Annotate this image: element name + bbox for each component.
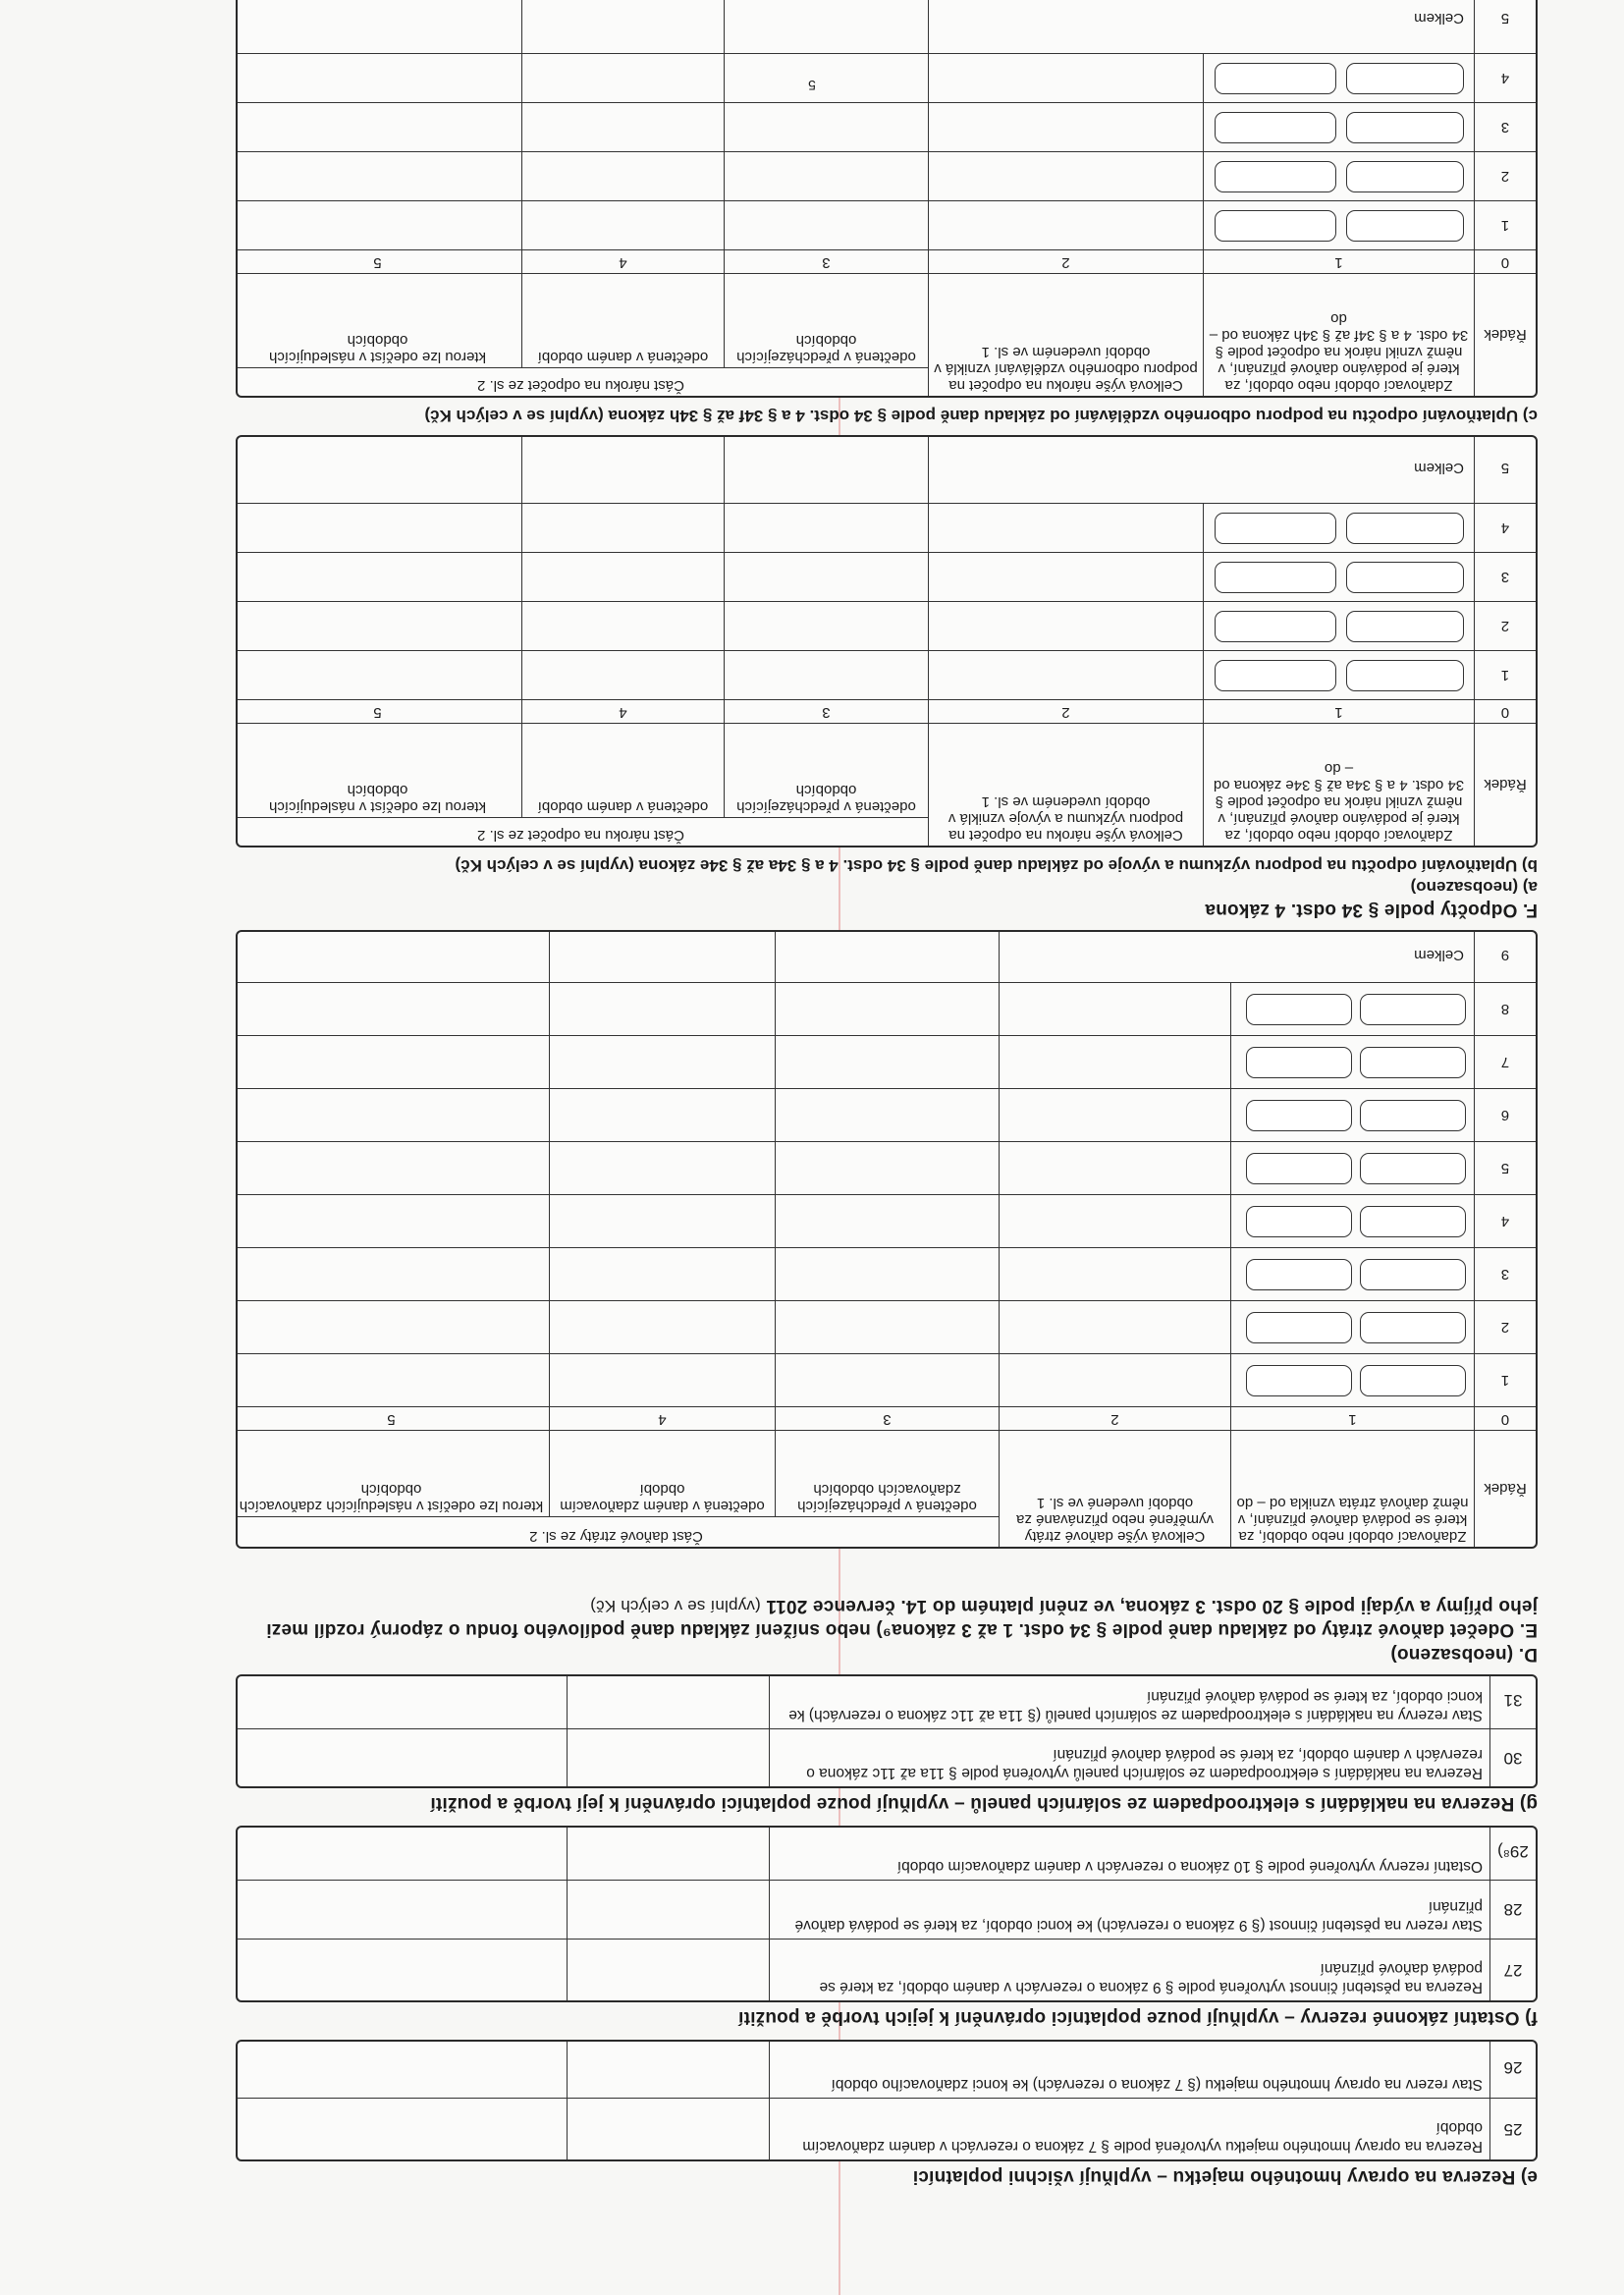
value-cell[interactable] <box>929 602 1204 651</box>
value-cell[interactable] <box>236 1354 550 1407</box>
col-header-5: kterou lze odečíst v následujících obdobích <box>236 724 522 818</box>
col-header-3: odečtená v předcházejících zdaňovacích obdobích <box>776 1431 1000 1517</box>
value-cell[interactable] <box>776 1354 1000 1407</box>
row-label: Rezerva na nakládání s elektroodpadem ze solárních panelů vytvořená podle § 11a až 11c zákona o rezervách v daném období, za které se podává daňové přiznání <box>806 1746 1483 1781</box>
row-number: 30 <box>1489 1729 1536 1786</box>
row-number: 7 <box>1475 1036 1536 1089</box>
value-cell[interactable] <box>238 1826 568 1880</box>
row-label: Stav rezervy na nakládání s elektroodpadem ze solárních panelů (§ 11a až 11c zákona o rezervách) ke konci období, za které se podává daňové přiznání <box>788 1688 1483 1723</box>
value-cell[interactable] <box>725 602 929 651</box>
value-cell[interactable] <box>725 553 929 602</box>
value-cell[interactable] <box>550 983 776 1036</box>
col-header-4: odečtená v daném zdaňovacím období <box>550 1431 776 1517</box>
period-cell <box>1231 1354 1475 1407</box>
period-to-input[interactable] <box>1215 112 1336 143</box>
value-cell[interactable] <box>522 602 725 651</box>
value-cell[interactable] <box>929 201 1204 250</box>
period-cell <box>1204 553 1475 602</box>
period-to-input[interactable] <box>1215 611 1336 642</box>
row-number: 4 <box>1475 504 1536 553</box>
col-header-3: odečtená v předcházejících obdobích <box>725 724 929 818</box>
total-value-cell[interactable] <box>550 930 776 983</box>
column-number: 0 <box>1475 1407 1536 1431</box>
value-cell[interactable] <box>567 1674 770 1728</box>
section-F-b-heading: b) Uplatňování odpočtu na podporu výzkumu a vývoje od základu daně podle § 34 odst. 4 a § 34a až § 34e zákona (vyplní se v celých Kč) <box>455 856 1538 875</box>
value-cell[interactable] <box>550 1195 776 1248</box>
period-to-input[interactable] <box>1246 1365 1352 1396</box>
value-cell[interactable] <box>238 1881 568 1939</box>
value-cell[interactable] <box>725 201 929 250</box>
column-number: 4 <box>522 700 725 724</box>
column-number: 5 <box>236 700 522 724</box>
section-f-table <box>236 1826 1538 2002</box>
row-number: 4 <box>1475 54 1536 103</box>
value-cell[interactable] <box>1000 1354 1231 1407</box>
col-header-4: odečtená v daném období <box>522 724 725 818</box>
section-F-b-table <box>236 435 1538 847</box>
value-cell[interactable] <box>236 1195 550 1248</box>
row-number: 27 <box>1489 1940 1536 2000</box>
col-header-5: kterou lze odečíst v následujících zdaňovacích obdobích <box>236 1431 550 1517</box>
value-cell[interactable] <box>550 1142 776 1195</box>
column-number: 3 <box>725 700 929 724</box>
period-cell <box>1231 1301 1475 1354</box>
total-value-cell[interactable] <box>236 435 522 504</box>
period-to-input[interactable] <box>1246 1153 1352 1184</box>
value-cell[interactable] <box>238 1729 568 1786</box>
value-cell[interactable] <box>725 504 929 553</box>
total-value-cell[interactable] <box>776 930 1000 983</box>
period-from-input[interactable] <box>1346 210 1464 242</box>
value-cell[interactable] <box>929 152 1204 201</box>
total-value-cell[interactable] <box>236 930 550 983</box>
row-number: 2 <box>1475 152 1536 201</box>
column-number: 0 <box>1475 250 1536 274</box>
value-cell[interactable] <box>776 1036 1000 1089</box>
section-F-c-heading: c) Uplatňování odpočtu na podporu odborného vzdělávání od základu daně podle § 34 odst. 4 a § 34f až § 34h zákona (vyplní se v celých Kč) <box>424 407 1538 425</box>
value-cell[interactable] <box>725 651 929 700</box>
row-label: Rezerva na opravy hmotného majetku vytvořená podle § 7 zákona o rezervách v daném zdaňovacím období <box>802 2119 1483 2155</box>
period-cell <box>1231 1089 1475 1142</box>
row-number: 1 <box>1475 651 1536 700</box>
period-to-input[interactable] <box>1246 1312 1352 1343</box>
total-value-cell[interactable] <box>725 435 929 504</box>
period-from-input[interactable] <box>1360 1312 1466 1343</box>
period-from-input[interactable] <box>1346 660 1464 691</box>
period-cell <box>1204 651 1475 700</box>
period-from-input[interactable] <box>1346 611 1464 642</box>
row-29 <box>238 1826 1536 1881</box>
value-cell[interactable] <box>236 152 522 201</box>
total-row-number: 5 <box>1475 0 1536 54</box>
row-label: Stav rezerv na opravy hmotného majetku (§ 7 zákona o rezervách) ke konci zdaňovacího období <box>831 2076 1483 2093</box>
value-cell[interactable] <box>236 201 522 250</box>
row-number: 1 <box>1475 201 1536 250</box>
value-cell[interactable] <box>929 651 1204 700</box>
row-number: 2 <box>1475 1301 1536 1354</box>
value-cell[interactable] <box>776 1301 1000 1354</box>
row-label: Rezerva na pěstební činnost vytvořená podle § 9 zákona o rezervách v daném období, za které se podává daňové přiznání <box>819 1960 1483 1995</box>
value-cell[interactable] <box>236 602 522 651</box>
value-cell[interactable] <box>550 1301 776 1354</box>
row-number: 3 <box>1475 103 1536 152</box>
value-cell[interactable] <box>550 1354 776 1407</box>
period-to-input[interactable] <box>1215 210 1336 242</box>
period-to-input[interactable] <box>1215 513 1336 544</box>
period-from-input[interactable] <box>1346 161 1464 192</box>
section-E-title: E. Odečet daňové ztráty od základu daně podle § 34 odst. 1 až 3 zákona⁹) nebo snížení základu daně podílového fondu o záporný rozdíl mezi jeho příjmy a výdaji podle § 20 odst. 3 zákona, ve znění platném do 14. července 2011 <box>266 1596 1538 1640</box>
col-header-2: Celková výše daňové ztráty vyměřené nebo přiznávané za období uvedené ve sl. 1 <box>1000 1431 1231 1547</box>
col-header-radek: Řádek <box>1484 776 1527 793</box>
period-cell <box>1231 1036 1475 1089</box>
col-header-1: Zdaňovací období nebo období, za které se podává daňové přiznání, v němž daňová ztráta vznikla od – do <box>1231 1431 1475 1547</box>
column-number: 1 <box>1204 700 1475 724</box>
period-from-input[interactable] <box>1360 1100 1466 1131</box>
col-group-header: Část nároku na odpočet ze sl. 2 <box>236 368 929 396</box>
total-label: Celkem <box>1000 930 1475 983</box>
section-e-table <box>236 2040 1538 2161</box>
total-value-cell[interactable] <box>522 0 725 54</box>
value-cell[interactable] <box>236 1248 550 1301</box>
period-cell <box>1231 1142 1475 1195</box>
period-to-input[interactable] <box>1215 562 1336 593</box>
value-cell[interactable] <box>236 553 522 602</box>
period-to-input[interactable] <box>1246 1100 1352 1131</box>
column-number: 4 <box>550 1407 776 1431</box>
period-to-input[interactable] <box>1215 660 1336 691</box>
column-number: 2 <box>1000 1407 1231 1431</box>
row-27 <box>238 1940 1536 2000</box>
row-number: 26 <box>1489 2040 1536 2098</box>
value-cell[interactable] <box>567 2099 770 2159</box>
period-to-input[interactable] <box>1246 1206 1352 1237</box>
value-cell[interactable] <box>776 983 1000 1036</box>
col-header-1: Zdaňovací období nebo období, za které je podáváno daňové přiznání, v němž vznikl nárok na odpočet podle § 34 odst. 4 a § 34a až § 34e zákona od – do <box>1204 724 1475 846</box>
period-cell <box>1204 152 1475 201</box>
value-cell[interactable] <box>725 103 929 152</box>
period-from-input[interactable] <box>1360 1259 1466 1290</box>
section-g-heading: g) Rezerva na nakládání s elektroodpadem ze solárních panelů – vyplňují pouze poplatníci oprávnění k její tvorbě a použití <box>430 1793 1538 1814</box>
row-number: 4 <box>1475 1195 1536 1248</box>
row-25 <box>238 2099 1536 2159</box>
value-cell[interactable] <box>236 1089 550 1142</box>
period-to-input[interactable] <box>1246 1047 1352 1078</box>
period-to-input[interactable] <box>1246 994 1352 1025</box>
value-cell[interactable] <box>238 2099 568 2159</box>
value-cell[interactable] <box>929 504 1204 553</box>
value-cell[interactable] <box>1000 1248 1231 1301</box>
period-from-input[interactable] <box>1346 513 1464 544</box>
col-header-2: Celková výše nároku na odpočet na podporu odborného vzdělávání vzniklá v období uvedeném ve sl. 1 <box>929 274 1204 396</box>
section-F-heading: F. Odpočty podle § 34 odst. 4 zákona <box>1205 900 1538 920</box>
value-cell[interactable] <box>929 103 1204 152</box>
period-cell <box>1204 201 1475 250</box>
column-number: 5 <box>236 1407 550 1431</box>
row-label: Ostatní rezervy vytvořené podle § 10 zákona o rezervách v daném zdaňovacím období <box>896 1858 1483 1875</box>
section-E-note: (vyplní se v celých Kč) <box>590 1597 761 1615</box>
value-cell[interactable] <box>236 983 550 1036</box>
value-cell[interactable] <box>776 1089 1000 1142</box>
value-cell[interactable] <box>1000 1036 1231 1089</box>
value-cell[interactable] <box>236 1301 550 1354</box>
period-cell <box>1231 1248 1475 1301</box>
period-cell <box>1231 1195 1475 1248</box>
value-cell[interactable] <box>522 651 725 700</box>
value-cell[interactable] <box>776 1195 1000 1248</box>
total-value-cell[interactable] <box>725 0 929 54</box>
value-cell[interactable] <box>522 553 725 602</box>
period-from-input[interactable] <box>1360 1365 1466 1396</box>
col-header-5: kterou lze odečíst v následujících obdobích <box>236 274 522 368</box>
total-row-number: 5 <box>1475 435 1536 504</box>
value-cell[interactable] <box>236 651 522 700</box>
value-cell[interactable] <box>522 201 725 250</box>
period-from-input[interactable] <box>1360 1153 1466 1184</box>
col-header-4: odečtená v daném období <box>522 274 725 368</box>
section-d-heading: D. (neobsazeno) <box>1390 1644 1538 1665</box>
col-group-header: Část nároku na odpočet ze sl. 2 <box>236 818 929 846</box>
value-cell[interactable] <box>522 152 725 201</box>
value-cell[interactable] <box>236 1142 550 1195</box>
value-cell[interactable] <box>550 1036 776 1089</box>
period-from-input[interactable] <box>1360 1047 1466 1078</box>
column-number: 0 <box>1475 700 1536 724</box>
section-F-c-table <box>236 0 1538 398</box>
row-30 <box>238 1729 1536 1786</box>
col-group-header: Část daňové ztráty ze sl. 2 <box>236 1517 1000 1547</box>
period-from-input[interactable] <box>1346 112 1464 143</box>
value-cell[interactable] <box>567 1940 770 2000</box>
column-number: 4 <box>522 250 725 274</box>
period-cell <box>1204 504 1475 553</box>
period-to-input[interactable] <box>1246 1259 1352 1290</box>
value-cell[interactable] <box>550 1248 776 1301</box>
row-number: 29⁸) <box>1489 1826 1536 1880</box>
row-number: 31 <box>1489 1674 1536 1728</box>
value-cell[interactable] <box>1000 1142 1231 1195</box>
row-number: 3 <box>1475 553 1536 602</box>
value-cell[interactable] <box>1000 1089 1231 1142</box>
value-cell[interactable] <box>238 1674 568 1728</box>
value-cell[interactable] <box>550 1089 776 1142</box>
row-31 <box>238 1674 1536 1729</box>
value-cell[interactable] <box>929 553 1204 602</box>
value-cell[interactable] <box>567 2040 770 2098</box>
total-label: Celkem <box>929 435 1475 504</box>
period-cell <box>1204 602 1475 651</box>
period-from-input[interactable] <box>1360 994 1466 1025</box>
value-cell[interactable] <box>1000 983 1231 1036</box>
period-cell <box>1231 983 1475 1036</box>
value-cell[interactable] <box>522 103 725 152</box>
value-cell[interactable] <box>236 504 522 553</box>
total-value-cell[interactable] <box>522 435 725 504</box>
period-from-input[interactable] <box>1360 1206 1466 1237</box>
col-header-2: Celková výše nároku na odpočet na podporu výzkumu a vývoje vzniklá v období uvedeném ve sl. 1 <box>929 724 1204 846</box>
value-cell[interactable] <box>522 504 725 553</box>
section-f-heading: f) Ostatní zákonné rezervy – vyplňují pouze poplatníci oprávnění k jejich tvorbě a použití <box>737 2007 1538 2028</box>
column-number: 1 <box>1231 1407 1475 1431</box>
period-to-input[interactable] <box>1215 161 1336 192</box>
row-26 <box>238 2040 1536 2099</box>
col-header-3: odečtená v předcházejících obdobích <box>725 274 929 368</box>
row-label: Stav rezerv na pěstební činnost (§ 9 zákona o rezervách) ke konci období, za které se podává daňové přiznání <box>794 1898 1483 1934</box>
col-header-1: Zdaňovací období nebo období, za které je podáváno daňové přiznání, v němž vznikl nárok na odpočet podle § 34 odst. 4 a § 34f až § 34h zákona od – do <box>1204 274 1475 396</box>
total-value-cell[interactable] <box>236 0 522 54</box>
total-label: Celkem <box>929 0 1475 54</box>
value-cell[interactable] <box>567 1826 770 1880</box>
value-cell[interactable] <box>236 103 522 152</box>
value-cell[interactable] <box>725 152 929 201</box>
value-cell[interactable] <box>238 1940 568 2000</box>
section-F-a: a) (neobsazeno) <box>1410 878 1538 897</box>
column-number: 3 <box>725 250 929 274</box>
row-number: 28 <box>1489 1881 1536 1939</box>
value-cell[interactable] <box>236 1036 550 1089</box>
section-e-heading: e) Rezerva na opravy hmotného majetku – vyplňují všichni poplatníci <box>912 2166 1538 2187</box>
row-28 <box>238 1881 1536 1940</box>
section-g-table <box>236 1674 1538 1788</box>
value-cell[interactable] <box>567 1881 770 1939</box>
column-number: 2 <box>929 250 1204 274</box>
col-header-radek: Řádek <box>1484 326 1527 344</box>
row-number: 3 <box>1475 1248 1536 1301</box>
total-row-number: 9 <box>1475 930 1536 983</box>
section-E-heading <box>236 1594 1538 1641</box>
value-cell[interactable] <box>776 1248 1000 1301</box>
section-E-table <box>236 930 1538 1549</box>
period-cell <box>1204 103 1475 152</box>
row-number: 2 <box>1475 602 1536 651</box>
value-cell[interactable] <box>567 1729 770 1786</box>
column-number: 5 <box>236 250 522 274</box>
period-from-input[interactable] <box>1346 562 1464 593</box>
row-number: 5 <box>1475 1142 1536 1195</box>
value-cell[interactable] <box>1000 1301 1231 1354</box>
value-cell[interactable] <box>1000 1195 1231 1248</box>
column-number: 3 <box>776 1407 1000 1431</box>
column-number: 1 <box>1204 250 1475 274</box>
value-cell[interactable] <box>776 1142 1000 1195</box>
page-number: 5 <box>808 78 816 93</box>
row-number: 8 <box>1475 983 1536 1036</box>
row-number: 25 <box>1489 2099 1536 2159</box>
row-number: 6 <box>1475 1089 1536 1142</box>
value-cell[interactable] <box>238 2040 568 2098</box>
column-number: 2 <box>929 700 1204 724</box>
col-header-radek: Řádek <box>1484 1480 1527 1498</box>
row-number: 1 <box>1475 1354 1536 1407</box>
